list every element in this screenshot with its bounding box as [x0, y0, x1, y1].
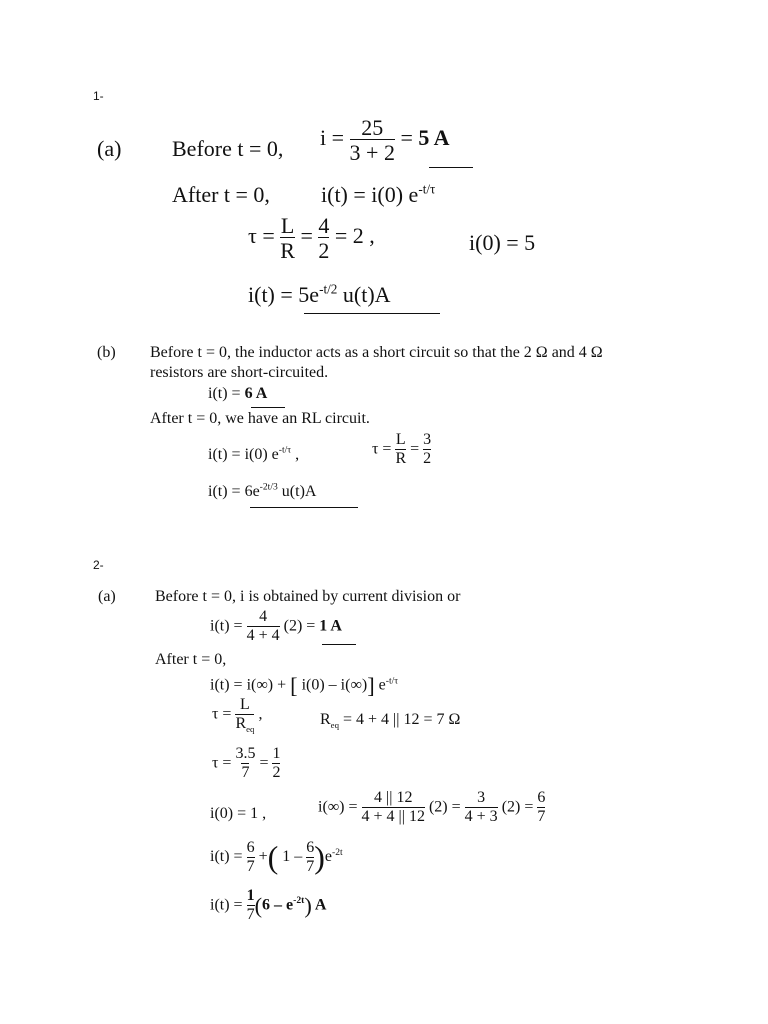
numerator: 6 — [246, 838, 255, 856]
it-equation-base: i(t) = i(0) e — [321, 182, 419, 207]
tau-L-over-Req — [212, 697, 262, 733]
it-solution-2 — [210, 839, 343, 876]
numerator: L — [280, 213, 295, 238]
it-6A — [208, 385, 267, 403]
fraction-L-over-Req — [235, 697, 254, 733]
req-base: R — [320, 711, 331, 728]
numerator: 3.5 — [235, 745, 256, 762]
denominator: R — [395, 449, 407, 467]
it-current-division — [210, 609, 342, 645]
denominator: 4 + 4 — [246, 626, 280, 644]
denominator-base: R — [235, 714, 247, 732]
equals-sign: = — [259, 754, 269, 772]
numerator: 3 — [423, 431, 432, 448]
comma: , — [291, 446, 300, 463]
part-1b-label: (b) — [97, 344, 116, 361]
final-base: i(t) = 6e — [208, 483, 260, 500]
one-minus: 1 – — [282, 848, 303, 866]
it-equals: i(t) = — [208, 385, 245, 402]
final-step: u(t)A — [337, 282, 391, 307]
exponent: -2t — [293, 895, 305, 907]
final-answer-2a — [210, 888, 326, 924]
equals-sign: = — [400, 125, 413, 151]
it-general-2 — [210, 673, 398, 699]
it-general-equation — [321, 182, 435, 208]
numerator: 1 — [272, 745, 281, 762]
part-1a-label: (a) — [97, 136, 122, 161]
part-2a-label: (a) — [98, 588, 116, 605]
result-underline — [322, 644, 356, 645]
times-two: (2) = — [283, 617, 316, 635]
tau-result: = 2 , — [334, 223, 375, 249]
exponent: -t/τ — [385, 675, 399, 687]
part-1b-text-line1: Before t = 0, the inductor acts as a short circuit so that the 2 Ω and 4 Ω — [150, 344, 603, 361]
fraction-L-over-R — [395, 432, 406, 468]
before-t0-text: Before t = 0, — [172, 136, 284, 161]
final-answer-1a — [248, 282, 391, 308]
i-equals: i = — [320, 125, 345, 151]
numerator: 6 — [537, 789, 546, 806]
fraction-1-over-2 — [272, 746, 280, 782]
tau-equation — [248, 214, 375, 262]
it-equals: i(t) = — [210, 848, 243, 866]
problem-2-number: 2- — [93, 558, 104, 572]
right-bracket: ] — [367, 673, 375, 698]
it-form-equation — [208, 446, 299, 464]
tau-equation-b — [372, 432, 431, 468]
denominator: 4 + 4 || 12 — [361, 807, 425, 825]
left-paren: ( — [254, 892, 263, 918]
it-equals: i(t) = — [210, 617, 243, 635]
denominator: 2 — [423, 449, 432, 467]
comma: , — [258, 705, 263, 723]
initial-current: i(0) = 5 — [469, 230, 536, 255]
subscript: eq — [246, 723, 255, 734]
numerator: 25 — [361, 115, 384, 140]
numerator: 1 — [246, 887, 255, 904]
result-5A: 5 A — [418, 125, 450, 151]
numerator: 6 — [306, 838, 315, 856]
fraction-25-over-5 — [350, 116, 395, 164]
initial-current-2: i(0) = 1 , — [210, 805, 267, 822]
final-answer-underline — [250, 507, 358, 508]
plus-sign: + — [258, 848, 268, 866]
final-body: 6 – e — [262, 896, 294, 914]
denominator: 7 — [537, 807, 546, 825]
result-6A: 6 A — [244, 385, 268, 402]
fraction-4-over-8 — [247, 609, 280, 645]
numerator: L — [240, 696, 250, 713]
denominator: 7 — [241, 763, 250, 781]
exponent: -2t — [332, 846, 343, 858]
tau-value-2 — [212, 746, 280, 782]
req-value: = 4 + 4 || 12 = 7 Ω — [338, 711, 461, 728]
exponent: -t/τ — [418, 181, 436, 197]
i-inf-equals: i(∞) = — [318, 798, 358, 816]
exponent: -t/τ — [278, 444, 292, 456]
general-left: i(t) = i(∞) + — [210, 676, 287, 694]
denominator: R — [280, 238, 295, 264]
result-1A: 1 A — [319, 617, 342, 635]
tau-equals: τ = — [372, 440, 392, 458]
left-paren: ( — [267, 839, 279, 875]
after-t0-text: After t = 0, — [172, 182, 270, 207]
exp-base: e — [324, 848, 333, 866]
denominator: 7 — [246, 857, 255, 875]
right-paren: ) — [304, 892, 312, 918]
tau-equals: τ = — [212, 705, 232, 723]
final-base: i(t) = 5e — [248, 282, 320, 307]
fraction-3-over-2 — [423, 432, 431, 468]
equals-sign: = — [300, 223, 313, 249]
fraction-6-over-7-a — [247, 840, 255, 876]
current-before-equation — [320, 116, 450, 164]
fraction-3.5-over-7 — [235, 746, 255, 782]
problem-1-number: 1- — [93, 89, 104, 103]
numerator: 4 || 12 — [374, 789, 413, 806]
exponent: -t/2 — [319, 281, 338, 297]
after-rl-text: After t = 0, we have an RL circuit. — [150, 410, 370, 427]
numerator: 4 — [259, 608, 268, 625]
fraction-4-over-2 — [318, 214, 329, 262]
numerator: L — [395, 431, 406, 448]
unit-A: A — [311, 896, 327, 914]
denominator: 7 — [306, 857, 315, 875]
fraction-6-over-7 — [537, 790, 545, 826]
denominator: 4 + 3 — [464, 807, 498, 825]
numerator: 3 — [477, 789, 486, 806]
denominator — [235, 714, 254, 733]
equals-sign: = — [410, 440, 420, 458]
times-two: (2) = — [501, 798, 534, 816]
fraction-1-over-7 — [247, 888, 255, 924]
subscript: eq — [330, 720, 339, 731]
denominator: 2 — [318, 238, 330, 264]
fraction-3-over-7 — [465, 790, 498, 826]
final-step: u(t)A — [277, 483, 317, 500]
exponent: -2t/3 — [259, 481, 278, 493]
fraction-parallel — [362, 790, 425, 826]
final-answer-underline — [304, 313, 440, 314]
part-1b-text-line2: resistors are short-circuited. — [150, 364, 329, 381]
i-infinity-equation — [318, 790, 545, 826]
right-paren: ) — [314, 839, 325, 875]
denominator: 2 — [272, 763, 281, 781]
result-underline — [429, 167, 473, 168]
times-two: (2) = — [428, 798, 461, 816]
exp-base: e — [374, 676, 386, 694]
it-equals: i(t) = — [210, 896, 243, 914]
tau-equals: τ = — [248, 223, 275, 249]
numerator: 4 — [318, 213, 330, 238]
fraction-L-over-R — [280, 214, 295, 262]
result-underline — [251, 407, 285, 408]
left-bracket: [ — [290, 673, 298, 698]
final-answer-1b — [208, 483, 316, 501]
part-2a-text-line1: Before t = 0, i is obtained by current division or — [155, 588, 461, 605]
it-form-base: i(t) = i(0) e — [208, 446, 279, 463]
req-equation — [320, 711, 460, 729]
general-mid: i(0) – i(∞) — [301, 676, 368, 694]
denominator: 3 + 2 — [349, 140, 395, 166]
after-t0-text-2: After t = 0, — [155, 651, 227, 668]
tau-equals: τ = — [212, 754, 232, 772]
denominator: 7 — [246, 905, 255, 923]
